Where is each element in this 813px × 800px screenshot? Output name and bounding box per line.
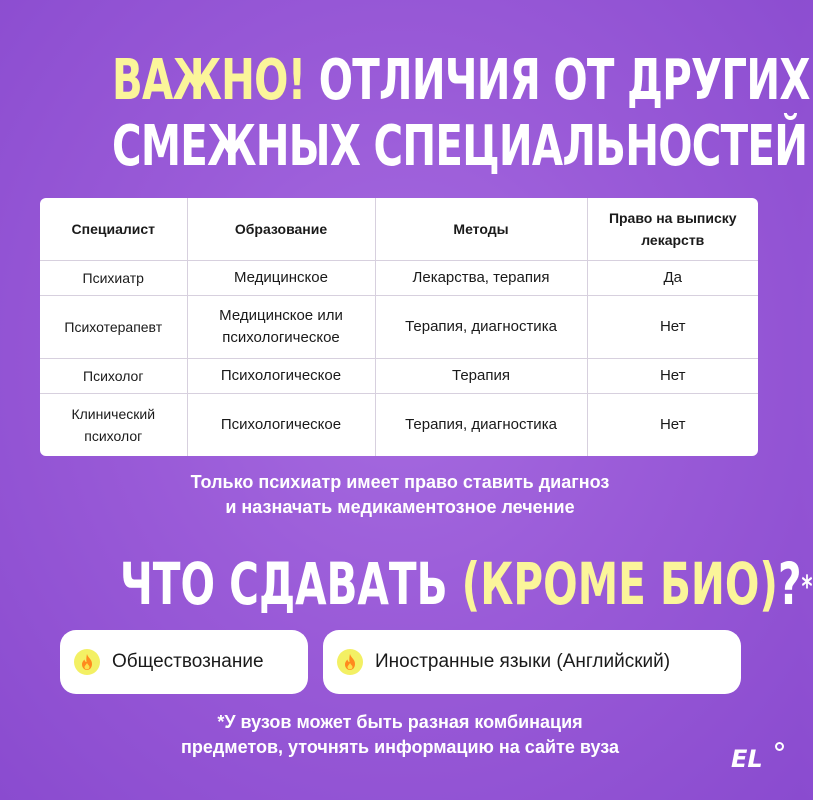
exam-heading [120, 550, 813, 618]
table-header-cell: Образование [187, 198, 375, 261]
table-cell: Медицинское или психологическое [187, 295, 375, 358]
table-cell: Да [587, 261, 758, 296]
footnote-line: предметов, уточнять информацию на сайте вуза [180, 737, 620, 757]
asterisk-mark: * [801, 570, 813, 605]
brand-logo: EL [731, 745, 763, 773]
logo-dot-icon [775, 742, 784, 751]
table-row [40, 295, 758, 358]
table-row [40, 359, 758, 394]
fire-icon [337, 649, 363, 675]
headline-line-1 [112, 48, 810, 113]
table-row [40, 393, 758, 456]
table-cell: Терапия, диагностика [375, 295, 587, 358]
note-line: и назначать медикаментозное лечение [225, 497, 575, 517]
table-header-cell: Право на выписку лекарств [587, 198, 758, 261]
comparison-table [40, 198, 758, 456]
footnote [0, 710, 800, 760]
note-line: Только психиатр имеет право ставить диагноз [190, 472, 610, 492]
headline-rest: ОТЛИЧИЯ ОТ ДРУГИХ [305, 48, 810, 113]
table-header-cell: Методы [375, 198, 587, 261]
subject-pill-foreign-languages [323, 630, 741, 694]
table-cell: Нет [587, 393, 758, 456]
subject-pill-social-studies [60, 630, 308, 694]
table-cell: Терапия [375, 359, 587, 394]
subject-label: Обществознание [112, 651, 264, 672]
headline-line-2: СМЕЖНЫХ СПЕЦИАЛЬНОСТЕЙ [112, 114, 808, 179]
table-header-row [40, 198, 758, 261]
table-cell: Психотерапевт [40, 295, 187, 358]
table-cell: Психолог [40, 359, 187, 394]
psychiatrist-note [0, 470, 800, 520]
exam-heading-accent: (КРОМЕ БИО) [461, 550, 778, 618]
subject-label: Иностранные языки (Английский) [375, 651, 671, 672]
table-cell: Нет [587, 359, 758, 394]
table-cell: Нет [587, 295, 758, 358]
table-header-cell: Специалист [40, 198, 187, 261]
exam-heading-tail: ? [777, 550, 802, 618]
table-cell: Терапия, диагностика [375, 393, 587, 456]
table-cell: Психологическое [187, 393, 375, 456]
headline-accent: ВАЖНО! [112, 48, 306, 113]
table-cell: Клинический психолог [40, 393, 187, 456]
table-cell: Медицинское [187, 261, 375, 296]
table-cell: Психологическое [187, 359, 375, 394]
footnote-line: *У вузов может быть разная комбинация [217, 712, 583, 732]
exam-heading-main: ЧТО СДАВАТЬ [120, 550, 462, 618]
fire-icon [74, 649, 100, 675]
table-row [40, 261, 758, 296]
table-cell: Лекарства, терапия [375, 261, 587, 296]
table-cell: Психиатр [40, 261, 187, 296]
